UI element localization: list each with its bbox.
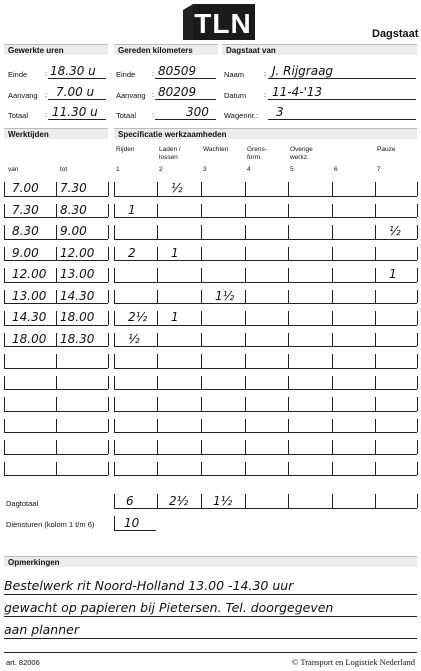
total-tick xyxy=(417,494,418,508)
cell-tick xyxy=(157,311,158,325)
row-underline xyxy=(4,282,108,283)
cell-tick xyxy=(375,204,376,218)
cell-tick xyxy=(288,268,289,282)
km-einde-label: Einde xyxy=(116,70,136,79)
wagen-label: Wagennr.: xyxy=(224,111,258,120)
cell-tick xyxy=(157,204,158,218)
row-left-tick xyxy=(4,204,5,218)
cell-tick xyxy=(245,376,246,390)
footer-art: art. 82006 xyxy=(6,658,40,667)
row-tot-value[interactable]: 9.00 xyxy=(60,224,87,238)
row-mid-tick xyxy=(56,354,57,368)
row-left-tick xyxy=(4,462,5,476)
cell-tick xyxy=(417,440,418,454)
cell-tick xyxy=(114,440,115,454)
row-left-tick xyxy=(4,290,5,304)
row-spec-underline xyxy=(114,239,417,240)
cell-tick xyxy=(114,247,115,261)
cell-tick xyxy=(201,397,202,411)
cell-tick xyxy=(157,397,158,411)
cell-tick xyxy=(417,290,418,304)
hours-aanvang-value[interactable]: 7.00 u xyxy=(56,85,95,99)
underline xyxy=(155,119,216,120)
row-van-value[interactable]: 7.00 xyxy=(12,181,39,195)
row-right-tick xyxy=(108,182,109,196)
cell-tick xyxy=(201,225,202,239)
row-cell-3[interactable]: 1½ xyxy=(215,288,235,303)
km-totaal-value[interactable]: 300 xyxy=(186,105,209,119)
cell-tick xyxy=(332,290,333,304)
cell-tick xyxy=(288,290,289,304)
row-underline xyxy=(4,475,108,476)
row-left-tick xyxy=(4,225,5,239)
row-right-tick xyxy=(108,354,109,368)
col-pauze: Pauze xyxy=(377,146,396,153)
total-tick xyxy=(375,494,376,508)
cell-tick xyxy=(245,333,246,347)
total-tick xyxy=(157,494,158,508)
cell-tick xyxy=(157,440,158,454)
underline xyxy=(268,99,416,100)
cell-tick xyxy=(375,182,376,196)
row-cell-1[interactable]: 2 xyxy=(128,245,136,260)
row-right-tick xyxy=(108,376,109,390)
cell-tick xyxy=(288,247,289,261)
cell-tick xyxy=(375,225,376,239)
section-specificatie: Specificatie werkzaamheden xyxy=(114,128,417,139)
cell-tick xyxy=(375,462,376,476)
hours-aanvang-label: Aanvang xyxy=(8,91,38,100)
row-underline xyxy=(4,454,108,455)
row-underline xyxy=(4,196,108,197)
row-mid-tick xyxy=(56,376,57,390)
cell-tick xyxy=(375,290,376,304)
row-right-tick xyxy=(108,268,109,282)
col-laden: Laden / lossen xyxy=(159,146,181,161)
cell-tick xyxy=(201,354,202,368)
cell-tick xyxy=(375,333,376,347)
row-right-tick xyxy=(108,247,109,261)
tln-logo xyxy=(183,4,255,40)
row-spec-underline xyxy=(114,368,417,369)
row-tot-value[interactable]: 8.30 xyxy=(60,202,87,217)
col-num-2: 2 xyxy=(159,166,163,173)
row-left-tick xyxy=(4,268,5,282)
col-overige: Overige werkz. xyxy=(290,146,313,161)
row-mid-tick xyxy=(56,440,57,454)
row-spec-underline xyxy=(114,303,417,304)
diensturen-box xyxy=(114,516,115,530)
form-title: Dagstaat xyxy=(372,28,419,40)
row-left-tick xyxy=(4,397,5,411)
cell-tick xyxy=(114,268,115,282)
row-van-value[interactable]: 8.30 xyxy=(12,224,39,238)
row-left-tick xyxy=(4,419,5,433)
cell-tick xyxy=(332,204,333,218)
cell-tick xyxy=(157,290,158,304)
col-num-1: 1 xyxy=(116,166,120,173)
underline xyxy=(155,78,216,79)
row-tot-value[interactable]: 18.00 xyxy=(60,310,95,324)
row-cell-1[interactable]: 2½ xyxy=(128,310,148,324)
cell-tick xyxy=(417,462,418,476)
cell-tick xyxy=(375,440,376,454)
row-right-tick xyxy=(108,462,109,476)
row-spec-underline xyxy=(114,260,417,261)
row-mid-tick xyxy=(56,333,57,347)
diensturen-value[interactable]: 10 xyxy=(124,516,140,530)
cell-tick xyxy=(114,376,115,390)
col-num-6: 6 xyxy=(334,166,338,173)
cell-tick xyxy=(245,225,246,239)
cell-tick xyxy=(201,247,202,261)
col-num-7: 7 xyxy=(377,166,381,173)
row-underline xyxy=(4,432,108,433)
row-spec-underline xyxy=(114,475,417,476)
row-cell-7[interactable]: ½ xyxy=(389,224,401,238)
row-van-value[interactable]: 13.00 xyxy=(12,288,47,303)
cell-tick xyxy=(332,354,333,368)
cell-tick xyxy=(114,333,115,347)
row-tot-value[interactable]: 7.30 xyxy=(60,181,87,195)
cell-tick xyxy=(245,290,246,304)
row-right-tick xyxy=(108,311,109,325)
row-underline xyxy=(4,389,108,390)
underline xyxy=(114,530,156,531)
footer-copyright: © Transport en Logistiek Nederland xyxy=(291,657,415,667)
datum-value[interactable]: 11-4-'13 xyxy=(272,85,323,99)
cell-tick xyxy=(332,311,333,325)
cell-tick xyxy=(375,419,376,433)
opmerking-line-2[interactable]: gewacht op papieren bij Pietersen. Tel. doorgegeven xyxy=(4,600,334,615)
row-cell-2[interactable]: 1 xyxy=(171,245,179,260)
cell-tick xyxy=(417,225,418,239)
section-gereden-km: Gereden kilometers xyxy=(114,44,218,55)
cell-tick xyxy=(417,376,418,390)
row-spec-underline xyxy=(114,432,417,433)
cell-tick xyxy=(245,419,246,433)
km-aanvang-label: Aanvang xyxy=(116,91,146,100)
row-van-value[interactable]: 9.00 xyxy=(12,245,39,260)
row-cell-1[interactable]: 1 xyxy=(128,202,136,217)
colon: : xyxy=(45,90,48,99)
row-cell-2[interactable]: 1 xyxy=(171,310,179,324)
cell-tick xyxy=(288,354,289,368)
total-tick xyxy=(245,494,246,508)
section-opmerkingen: Opmerkingen xyxy=(4,556,417,567)
row-right-tick xyxy=(108,419,109,433)
row-right-tick xyxy=(108,225,109,239)
cell-tick xyxy=(288,376,289,390)
col-tot: tot xyxy=(60,166,68,173)
underline xyxy=(268,119,416,120)
opmerking-line-3[interactable]: aan planner xyxy=(4,622,79,637)
row-tot-value[interactable]: 14.30 xyxy=(60,288,95,303)
row-mid-tick xyxy=(56,311,57,325)
logo-text: TLN xyxy=(194,8,252,39)
cell-tick xyxy=(245,440,246,454)
cell-tick xyxy=(417,333,418,347)
underline xyxy=(48,119,106,120)
colon: : xyxy=(45,69,48,78)
cell-tick xyxy=(332,376,333,390)
opmerking-line-1[interactable]: Bestelwerk rit Noord-Holland 13.00 -14.30 uur xyxy=(4,578,294,593)
row-right-tick xyxy=(108,397,109,411)
underline xyxy=(155,99,216,100)
cell-tick xyxy=(288,204,289,218)
row-mid-tick xyxy=(56,268,57,282)
underline xyxy=(48,99,106,100)
row-spec-underline xyxy=(114,346,417,347)
row-right-tick xyxy=(108,333,109,347)
underline xyxy=(4,638,417,639)
row-left-tick xyxy=(4,311,5,325)
row-underline xyxy=(4,368,108,369)
cell-tick xyxy=(375,311,376,325)
underline xyxy=(48,78,106,79)
cell-tick xyxy=(288,440,289,454)
row-tot-value[interactable]: 18.30 xyxy=(60,331,95,346)
cell-tick xyxy=(245,268,246,282)
cell-tick xyxy=(245,182,246,196)
cell-tick xyxy=(201,440,202,454)
cell-tick xyxy=(201,333,202,347)
cell-tick xyxy=(288,333,289,347)
row-left-tick xyxy=(4,354,5,368)
km-einde-value[interactable]: 80509 xyxy=(158,64,197,78)
total-tick xyxy=(332,494,333,508)
row-right-tick xyxy=(108,204,109,218)
naam-value[interactable]: J. Rijgraag xyxy=(272,64,334,78)
cell-tick xyxy=(332,440,333,454)
dagtotaal-label: Dagtotaal xyxy=(6,499,39,508)
cell-tick xyxy=(375,247,376,261)
colon: : xyxy=(152,69,155,78)
cell-tick xyxy=(288,397,289,411)
row-mid-tick xyxy=(56,182,57,196)
cell-tick xyxy=(417,182,418,196)
colon: : xyxy=(45,110,48,119)
cell-tick xyxy=(417,354,418,368)
section-gewerkte-uren: Gewerkte uren xyxy=(4,44,108,55)
cell-tick xyxy=(201,182,202,196)
row-underline xyxy=(4,239,108,240)
cell-tick xyxy=(157,376,158,390)
cell-tick xyxy=(245,204,246,218)
row-underline xyxy=(4,260,108,261)
cell-tick xyxy=(288,225,289,239)
col-rijden: Rijden xyxy=(116,146,135,153)
row-spec-underline xyxy=(114,389,417,390)
total-tick xyxy=(288,494,289,508)
cell-tick xyxy=(157,225,158,239)
row-van-value[interactable]: 18.00 xyxy=(12,331,47,346)
dagtotaal-col-3[interactable]: 1½ xyxy=(213,494,233,508)
cell-tick xyxy=(332,268,333,282)
col-grens: Grens- form. xyxy=(247,146,267,161)
row-mid-tick xyxy=(56,204,57,218)
hours-totaal-label: Totaal xyxy=(8,111,29,120)
cell-tick xyxy=(114,204,115,218)
cell-tick xyxy=(114,290,115,304)
cell-tick xyxy=(245,462,246,476)
cell-tick xyxy=(417,247,418,261)
cell-tick xyxy=(417,204,418,218)
row-mid-tick xyxy=(56,247,57,261)
cell-tick xyxy=(201,376,202,390)
underline xyxy=(4,594,417,595)
row-right-tick xyxy=(108,440,109,454)
row-tot-value[interactable]: 12.00 xyxy=(60,245,95,260)
cell-tick xyxy=(245,397,246,411)
cell-tick xyxy=(288,311,289,325)
cell-tick xyxy=(332,182,333,196)
row-spec-underline xyxy=(114,325,417,326)
col-num-3: 3 xyxy=(203,166,207,173)
km-totaal-label: Totaal xyxy=(116,111,137,120)
dagtotaal-col-1[interactable]: 6 xyxy=(126,494,134,508)
row-left-tick xyxy=(4,247,5,261)
diensturen-label: Diensturen (kolom 1 t/m 6) xyxy=(6,520,95,529)
hours-einde-label: Einde xyxy=(8,70,28,79)
underline xyxy=(268,78,416,79)
cell-tick xyxy=(288,462,289,476)
row-underline xyxy=(4,346,108,347)
col-van: van xyxy=(8,166,19,173)
row-van-value[interactable]: 12.00 xyxy=(12,267,47,281)
cell-tick xyxy=(157,182,158,196)
section-dagstaat-van: Dagstaat van xyxy=(222,44,417,55)
cell-tick xyxy=(332,247,333,261)
row-left-tick xyxy=(4,376,5,390)
colon: : xyxy=(264,69,267,78)
row-mid-tick xyxy=(56,225,57,239)
col-wachten: Wachten xyxy=(203,146,229,153)
colon: : xyxy=(264,90,267,99)
row-cell-1[interactable]: ½ xyxy=(128,331,140,346)
col-num-4: 4 xyxy=(247,166,251,173)
row-van-value[interactable]: 14.30 xyxy=(12,310,47,324)
row-mid-tick xyxy=(56,419,57,433)
cell-tick xyxy=(245,354,246,368)
row-left-tick xyxy=(4,333,5,347)
total-tick xyxy=(201,494,202,508)
underline xyxy=(4,652,417,653)
row-mid-tick xyxy=(56,462,57,476)
cell-tick xyxy=(417,268,418,282)
row-spec-underline xyxy=(114,196,417,197)
cell-tick xyxy=(157,462,158,476)
cell-tick xyxy=(114,397,115,411)
cell-tick xyxy=(201,311,202,325)
cell-tick xyxy=(417,311,418,325)
cell-tick xyxy=(114,311,115,325)
cell-tick xyxy=(332,225,333,239)
cell-tick xyxy=(417,419,418,433)
cell-tick xyxy=(288,419,289,433)
wagen-value[interactable]: 3 xyxy=(276,105,284,119)
cell-tick xyxy=(201,268,202,282)
hours-totaal-value[interactable]: 11.30 u xyxy=(52,105,98,119)
cell-tick xyxy=(157,268,158,282)
cell-tick xyxy=(245,311,246,325)
section-werktijden: Werktijden xyxy=(4,128,108,139)
cell-tick xyxy=(288,182,289,196)
row-mid-tick xyxy=(56,290,57,304)
row-underline xyxy=(4,325,108,326)
row-right-tick xyxy=(108,290,109,304)
col-num-5: 5 xyxy=(290,166,294,173)
cell-tick xyxy=(201,204,202,218)
row-mid-tick xyxy=(56,397,57,411)
cell-tick xyxy=(114,354,115,368)
hours-einde-value[interactable]: 18.30 u xyxy=(50,64,96,78)
row-left-tick xyxy=(4,182,5,196)
row-spec-underline xyxy=(114,454,417,455)
cell-tick xyxy=(114,462,115,476)
row-underline xyxy=(4,217,108,218)
total-tick xyxy=(114,494,115,508)
cell-tick xyxy=(417,397,418,411)
cell-tick xyxy=(375,354,376,368)
cell-tick xyxy=(375,397,376,411)
row-spec-underline xyxy=(114,411,417,412)
cell-tick xyxy=(245,247,246,261)
cell-tick xyxy=(157,247,158,261)
row-underline xyxy=(4,303,108,304)
dagtotaal-underline xyxy=(114,508,417,509)
row-cell-2[interactable]: ½ xyxy=(171,181,183,195)
row-cell-7[interactable]: 1 xyxy=(389,267,397,281)
km-aanvang-value[interactable]: 80209 xyxy=(158,85,197,99)
cell-tick xyxy=(375,268,376,282)
dagtotaal-col-2[interactable]: 2½ xyxy=(169,494,189,508)
row-underline xyxy=(4,411,108,412)
row-van-value[interactable]: 7.30 xyxy=(12,202,39,217)
row-tot-value[interactable]: 13.00 xyxy=(60,267,95,281)
cell-tick xyxy=(157,419,158,433)
naam-label: Naam xyxy=(224,70,245,79)
cell-tick xyxy=(114,182,115,196)
colon: : xyxy=(152,90,155,99)
row-spec-underline xyxy=(114,217,417,218)
cell-tick xyxy=(114,419,115,433)
cell-tick xyxy=(332,419,333,433)
cell-tick xyxy=(201,419,202,433)
row-left-tick xyxy=(4,440,5,454)
datum-label: Datum xyxy=(224,91,247,100)
cell-tick xyxy=(201,462,202,476)
underline xyxy=(4,616,417,617)
cell-tick xyxy=(332,462,333,476)
cell-tick xyxy=(201,290,202,304)
row-spec-underline xyxy=(114,282,417,283)
cell-tick xyxy=(375,376,376,390)
cell-tick xyxy=(332,333,333,347)
cell-tick xyxy=(114,225,115,239)
cell-tick xyxy=(332,397,333,411)
cell-tick xyxy=(157,354,158,368)
colon: : xyxy=(152,110,155,119)
cell-tick xyxy=(157,333,158,347)
